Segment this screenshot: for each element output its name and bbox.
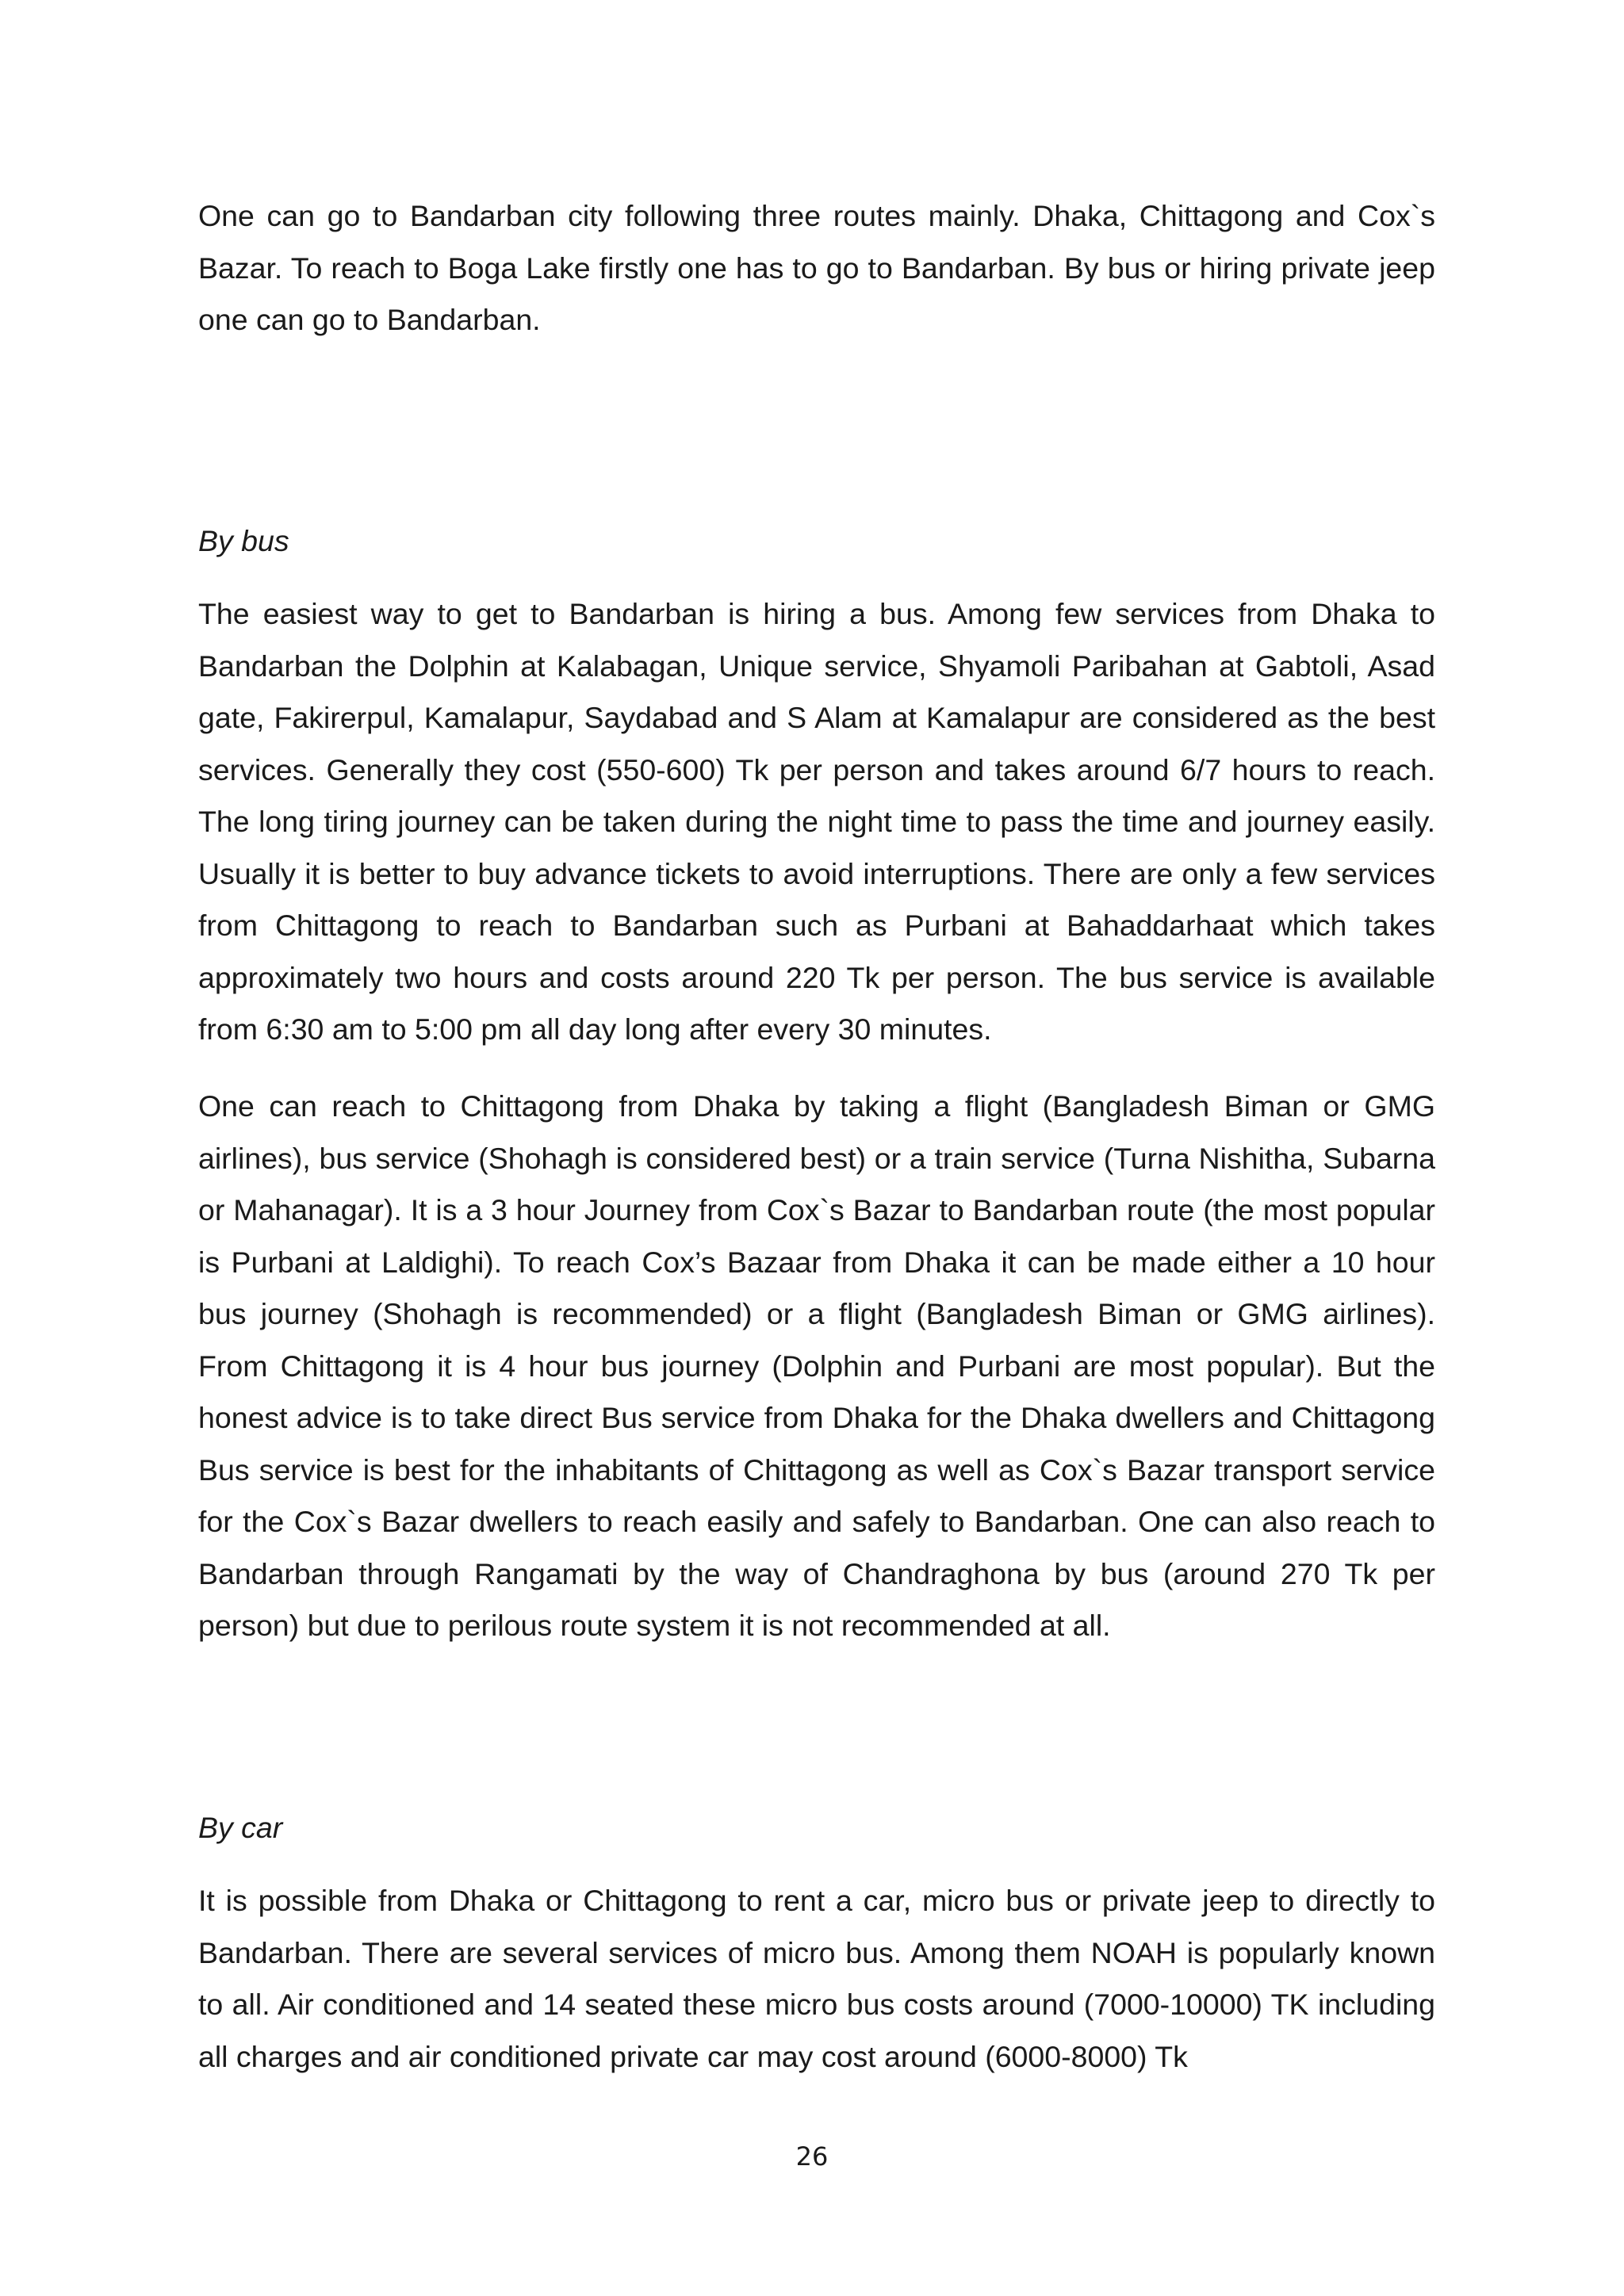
car-paragraph: It is possible from Dhaka or Chittagong to rent a car, micro bus or private jeep to directly to Bandarban. There are several services of micro bus. Among them NOAH is popularly known to all. Air conditioned and 14 seated these micro bus costs around (7000-10000) TK including all charges and air conditioned private car may cost around (6000-8000) Tk [198,1884,1435,2073]
bus-section-heading: By bus [198,524,289,557]
bus-paragraph-1: The easiest way to get to Bandarban is hiring a bus. Among few services from Dhaka to Bandarban the Dolphin at Kalabagan, Unique service, Shyamoli Paribahan at Gabtoli, Asad gate, Fakirerpul, Kamalapur, Saydabad and S Alam at Kamalapur are considered as the best services. Generally they cost (550-600) Tk per person and takes around 6/7 hours to reach. The long tiring journey can be taken during the night time to pass the time and journey easily. Usually it is better to buy advance tickets to avoid interruptions. There are only a few services from Chittagong to reach to Bandarban such as Purbani at Bahaddarhaat which takes approximately two hours and costs around 220 Tk per person. The bus service is available from 6:30 am to 5:00 pm all day long after every 30 minutes. [198,597,1435,1046]
bus-paragraph-2: One can reach to Chittagong from Dhaka by taking a flight (Bangladesh Biman or GMG airlines), bus service (Shohagh is considered best) or a train service (Turna Nishitha, Subarna or Mahanagar). It is a 3 hour Journey from Cox`s Bazar to Bandarban route (the most popular is Purbani at Laldighi). To reach Cox’s Bazaar from Dhaka it can be made either a 10 hour bus journey (Shohagh is recommended) or a flight (Bangladesh Biman or GMG airlines). From Chittagong it is 4 hour bus journey (Dolphin and Purbani are most popular). But the honest advice is to take direct Bus service from Dhaka for the Dhaka dwellers and Chittagong Bus service is best for the inhabitants of Chittagong as well as Cox`s Bazar transport service for the Cox`s Bazar dwellers to reach easily and safely to Bandarban. One can also reach to Bandarban through Rangamati by the way of Chandraghona by bus (around 270 Tk per person) but due to perilous route system it is not recommended at all. [198,1089,1435,1642]
document-page [198,0,1435,2296]
intro-paragraph: One can go to Bandarban city following three routes mainly. Dhaka, Chittagong and Cox`s Bazar. To reach to Boga Lake firstly one has to go to Bandarban. By bus or hiring private jeep one can go to Bandarban. [198,199,1435,336]
car-section-heading: By car [198,1811,283,1844]
page-number: 26 [795,2141,829,2172]
